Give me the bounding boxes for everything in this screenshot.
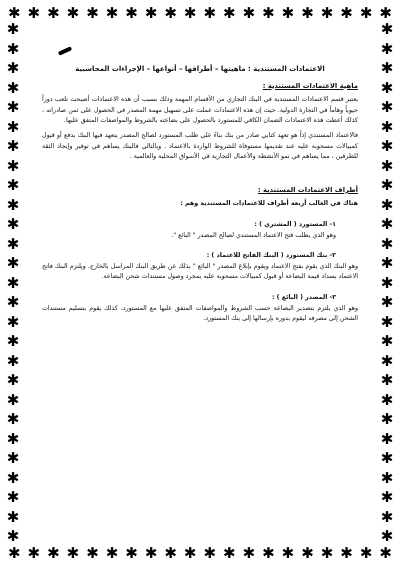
paragraph-definition-2: فالاعتماد المستندي إذاً هو تعهد كتابي صادر من بنك بناءً على طلب المستورد لصالح المصدر يتعهد فيها البنك بدفع أو قبول كمبيالات مسحوبة عليه عند تقديمها مستوفاة للشروط الواردة بالاعتماد . وبالتالي فالبنك يساهم في توفير وإيجاد الثقة للطرفين ، مما يساهم في نمو الأنشطة والأعمال التجارية في الأسواق المحلية والعالمية . [42, 131, 358, 161]
section-heading-definition: ماهية الاعتمادات المستندية : [262, 81, 358, 90]
pen-mark [58, 46, 72, 56]
border-star-icon: ✱ [6, 78, 20, 97]
border-star-icon: ✱ [380, 390, 394, 409]
party-3-title: ٣- المصدر ( البائع ) : [271, 293, 336, 301]
border-star-icon: ✱ [66, 3, 80, 22]
border-star-icon: ✱ [47, 543, 60, 562]
border-star-icon: ✱ [27, 543, 41, 562]
border-star-icon: ✱ [301, 543, 314, 562]
border-star-icon: ✱ [380, 156, 394, 175]
border-star-icon: ✱ [380, 78, 394, 97]
border-star-icon: ✱ [380, 429, 394, 448]
border-star-icon: ✱ [6, 98, 20, 116]
party-1-title: ١- المستورد ( المشتري ) : [254, 220, 336, 228]
border-star-icon: ✱ [223, 543, 236, 562]
border-star-icon: ✱ [6, 117, 20, 136]
border-star-icon: ✱ [380, 293, 394, 311]
border-star-icon: ✱ [203, 543, 217, 562]
border-star-icon: ✱ [242, 3, 256, 22]
border-star-icon: ✱ [380, 371, 394, 389]
party-2-text: وهو البنك الذي يقوم بفتح الاعتماد ويقوم بإبلاغ المصدر " البائع " بذلك عن طريق البنك المراسل بالخارج. ويلتزم البنك فاتح الاعتماد بسداد قيمة البضاعة أو قبول كمبيالات مسحوبة عليه بمجرد وصول مستندات شحن البضاعة. [42, 262, 358, 281]
border-star-icon: ✱ [281, 3, 295, 22]
border-star-icon: ✱ [262, 3, 275, 22]
border-star-icon: ✱ [380, 488, 394, 506]
party-1-text: وهو الذي يطلب فتح الاعتماد المستندي لصالح المصدر " البائع ". [171, 231, 336, 239]
border-star-icon: ✱ [105, 543, 119, 562]
border-star-icon: ✱ [8, 3, 21, 22]
border-star-icon: ✱ [47, 3, 60, 22]
border-star-icon: ✱ [6, 273, 20, 292]
border-right [376, 22, 398, 544]
border-star-icon: ✱ [6, 390, 20, 409]
border-star-icon: ✱ [380, 234, 394, 253]
border-star-icon: ✱ [6, 507, 20, 526]
border-star-icon: ✱ [6, 429, 20, 448]
border-star-icon: ✱ [380, 332, 394, 350]
border-bottom [0, 542, 400, 564]
border-star-icon: ✱ [144, 3, 158, 22]
border-star-icon: ✱ [86, 543, 99, 562]
section-heading-parties: أطراف الاعتمادات المستندية : [257, 185, 358, 194]
border-star-icon: ✱ [320, 3, 334, 22]
border-star-icon: ✱ [6, 410, 20, 428]
border-star-icon: ✱ [183, 543, 197, 562]
border-star-icon: ✱ [340, 543, 353, 562]
border-star-icon: ✱ [380, 254, 394, 272]
border-star-icon: ✱ [380, 449, 394, 467]
border-star-icon: ✱ [262, 543, 275, 562]
border-star-icon: ✱ [380, 195, 394, 214]
border-star-icon: ✱ [380, 351, 394, 370]
border-star-icon: ✱ [6, 156, 20, 175]
border-star-icon: ✱ [380, 20, 394, 38]
border-star-icon: ✱ [6, 195, 20, 214]
paragraph-definition-1: يعتبر قسم الاعتمادات المستندية في البنك التجاري من الأقسام المهمة وذلك بسبب أن هذه الاعتمادات أصبحت تلعب دوراً حيوياً وهاماً في التجارة الدولية. حيث إن هذه الاعتمادات عملت على تسهيل مهمة المصدر في الحصول على ثمن صادراته ، كذلك أعطت هذه الاعتمادات الضمان الكافي للمستورد بالحصول على بضاعته بالشروط والمواصفات المتفق عليها. [42, 96, 358, 125]
border-star-icon: ✱ [6, 468, 20, 487]
border-star-icon: ✱ [380, 98, 394, 116]
border-star-icon: ✱ [6, 312, 20, 331]
border-star-icon: ✱ [223, 3, 236, 22]
border-star-icon: ✱ [8, 543, 21, 562]
border-star-icon: ✱ [105, 3, 119, 22]
border-star-icon: ✱ [380, 468, 394, 487]
border-star-icon: ✱ [6, 527, 20, 545]
border-star-icon: ✱ [6, 176, 20, 194]
border-star-icon: ✱ [66, 543, 80, 562]
border-star-icon: ✱ [27, 3, 41, 22]
border-star-icon: ✱ [164, 543, 177, 562]
border-star-icon: ✱ [380, 273, 394, 292]
border-star-icon: ✱ [379, 543, 392, 562]
border-star-icon: ✱ [6, 137, 20, 155]
border-star-icon: ✱ [6, 254, 20, 272]
border-star-icon: ✱ [6, 59, 20, 77]
border-star-icon: ✱ [380, 312, 394, 331]
border-star-icon: ✱ [380, 176, 394, 194]
border-left [2, 22, 24, 544]
border-star-icon: ✱ [125, 3, 138, 22]
document-body [42, 64, 358, 512]
page-title: الاعتمادات المستندية : ماهيتها – أطرافها – أنواعها – الإجراءات المحاسبية [75, 65, 325, 73]
border-star-icon: ✱ [380, 215, 394, 233]
border-star-icon: ✱ [380, 410, 394, 428]
border-star-icon: ✱ [301, 3, 314, 22]
border-star-icon: ✱ [281, 543, 295, 562]
border-star-icon: ✱ [359, 3, 373, 22]
border-star-icon: ✱ [242, 543, 256, 562]
border-star-icon: ✱ [340, 3, 353, 22]
border-star-icon: ✱ [164, 3, 177, 22]
border-star-icon: ✱ [6, 293, 20, 311]
party-2-title: ٢- بنك المستورد ( البنك الفاتح للاعتماد ) : [206, 252, 336, 260]
border-star-icon: ✱ [6, 215, 20, 233]
border-star-icon: ✱ [380, 39, 394, 58]
border-star-icon: ✱ [380, 527, 394, 545]
border-star-icon: ✱ [144, 543, 158, 562]
border-star-icon: ✱ [359, 543, 373, 562]
border-top [0, 2, 400, 24]
border-star-icon: ✱ [6, 20, 20, 38]
border-star-icon: ✱ [380, 59, 394, 77]
border-star-icon: ✱ [380, 117, 394, 136]
border-star-icon: ✱ [380, 137, 394, 155]
border-star-icon: ✱ [6, 234, 20, 253]
parties-intro: هناك في الغالب أربعة أطراف للاعتمادات المستندية وهم : [180, 200, 358, 208]
border-star-icon: ✱ [203, 3, 217, 22]
border-star-icon: ✱ [6, 449, 20, 467]
border-star-icon: ✱ [86, 3, 99, 22]
border-star-icon: ✱ [379, 3, 392, 22]
border-star-icon: ✱ [125, 543, 138, 562]
border-star-icon: ✱ [6, 39, 20, 58]
party-3-text: وهو الذي يلتزم بتصدير البضاعة حسب الشروط والمواصفات المتفق عليها مع المستورد، كذلك يقوم بتسليم مستندات الشحن إلى مصرفه ليقوم بدوره بإرسالها إلى بنك المستورد. [42, 304, 358, 323]
border-star-icon: ✱ [380, 507, 394, 526]
border-star-icon: ✱ [183, 3, 197, 22]
border-star-icon: ✱ [6, 488, 20, 506]
border-star-icon: ✱ [6, 332, 20, 350]
border-star-icon: ✱ [320, 543, 334, 562]
border-star-icon: ✱ [6, 351, 20, 370]
border-star-icon: ✱ [6, 371, 20, 389]
